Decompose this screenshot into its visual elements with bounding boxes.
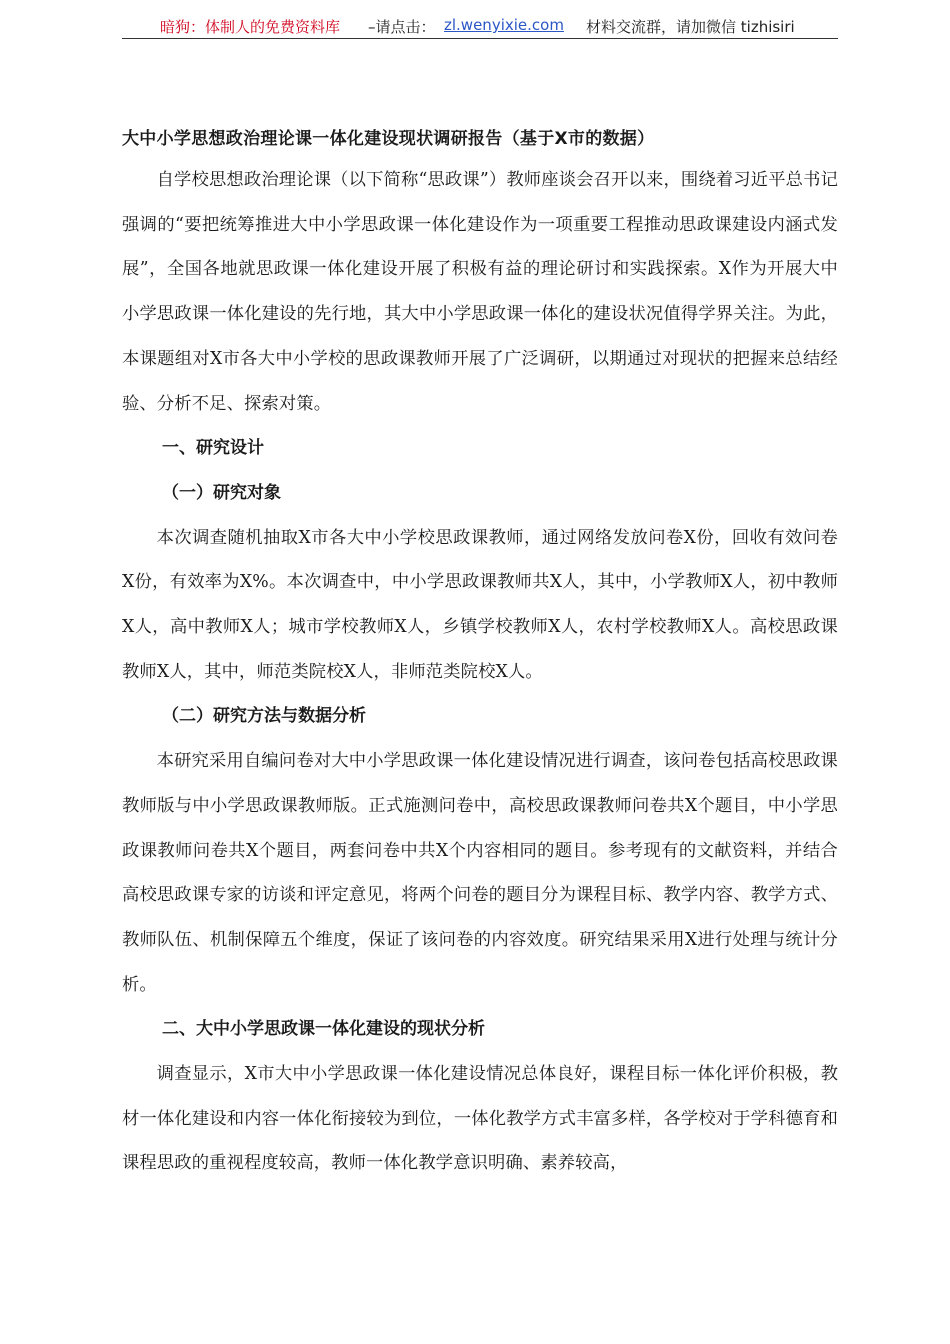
header-brand: 暗狗：体制人的免费资料库 xyxy=(160,18,341,36)
subsection-2-paragraph: 本研究采用自编问卷对大中小学思政课一体化建设情况进行调查，该问卷包括高校思政课教师版与中小学思政课教师版。正式施测问卷中，高校思政课教师问卷共X个题目，中小学思政课教师问卷共X个题目，两套问卷中共X个内容相同的题目。参考现有的文献资料，并结合高校思政课专家的访谈和评定意见，将两个问卷的题目分为课程目标、教学内容、教学方式、教师队伍、机制保障五个维度，保证了该问卷的内容效度。研究结果采用X进行处理与统计分析。 xyxy=(122,751,838,995)
section-2-heading: 二、大中小学思政课一体化建设的现状分析 xyxy=(162,1019,485,1040)
document-title: 大中小学思想政治理论课一体化建设现状调研报告（基于X市的数据） xyxy=(122,129,655,149)
header-group-text: 材料交流群，请加微信 tizhisiri xyxy=(586,18,795,36)
header-link[interactable]: zl.wenyixie.com xyxy=(444,16,564,34)
section-2-paragraph: 调查显示，X市大中小学思政课一体化建设情况总体良好，课程目标一体化评价积极，教材一体化建设和内容一体化衔接较为到位，一体化教学方式丰富多样，各学校对于学科德育和课程思政的重视程度较高，教师一体化教学意识明确、素养较高， xyxy=(122,1064,838,1174)
header-click-prompt: –请点击： xyxy=(368,18,436,36)
subsection-2-heading: （二）研究方法与数据分析 xyxy=(162,706,366,727)
intro-paragraph: 自学校思想政治理论课（以下简称“思政课”）教师座谈会召开以来，围绕着习近平总书记强调的“要把统筹推进大中小学思政课一体化建设作为一项重要工程推动思政课建设内涵式发展”，全国各地就思政课一体化建设开展了积极有益的理论研讨和实践探索。X作为开展大中小学思政课一体化建设的先行地，其大中小学思政课一体化的建设状况值得学界关注。为此，本课题组对X市各大中小学校的思政课教师开展了广泛调研，以期通过对现状的把握来总结经验、分析不足、探索对策。 xyxy=(122,170,838,414)
subsection-1-paragraph: 本次调查随机抽取X市各大中小学校思政课教师，通过网络发放问卷X份，回收有效问卷X份，有效率为X%。本次调查中，中小学思政课教师共X人，其中，小学教师X人，初中教师X人，高中教师X人；城市学校教师X人，乡镇学校教师X人，农村学校教师X人。高校思政课教师X人，其中，师范类院校X人，非师范类院校X人。 xyxy=(122,527,838,682)
document-body xyxy=(122,125,838,1186)
section-1-heading: 一、研究设计 xyxy=(162,438,264,459)
subsection-1-heading: （一）研究对象 xyxy=(162,482,281,503)
page-header xyxy=(122,12,838,39)
